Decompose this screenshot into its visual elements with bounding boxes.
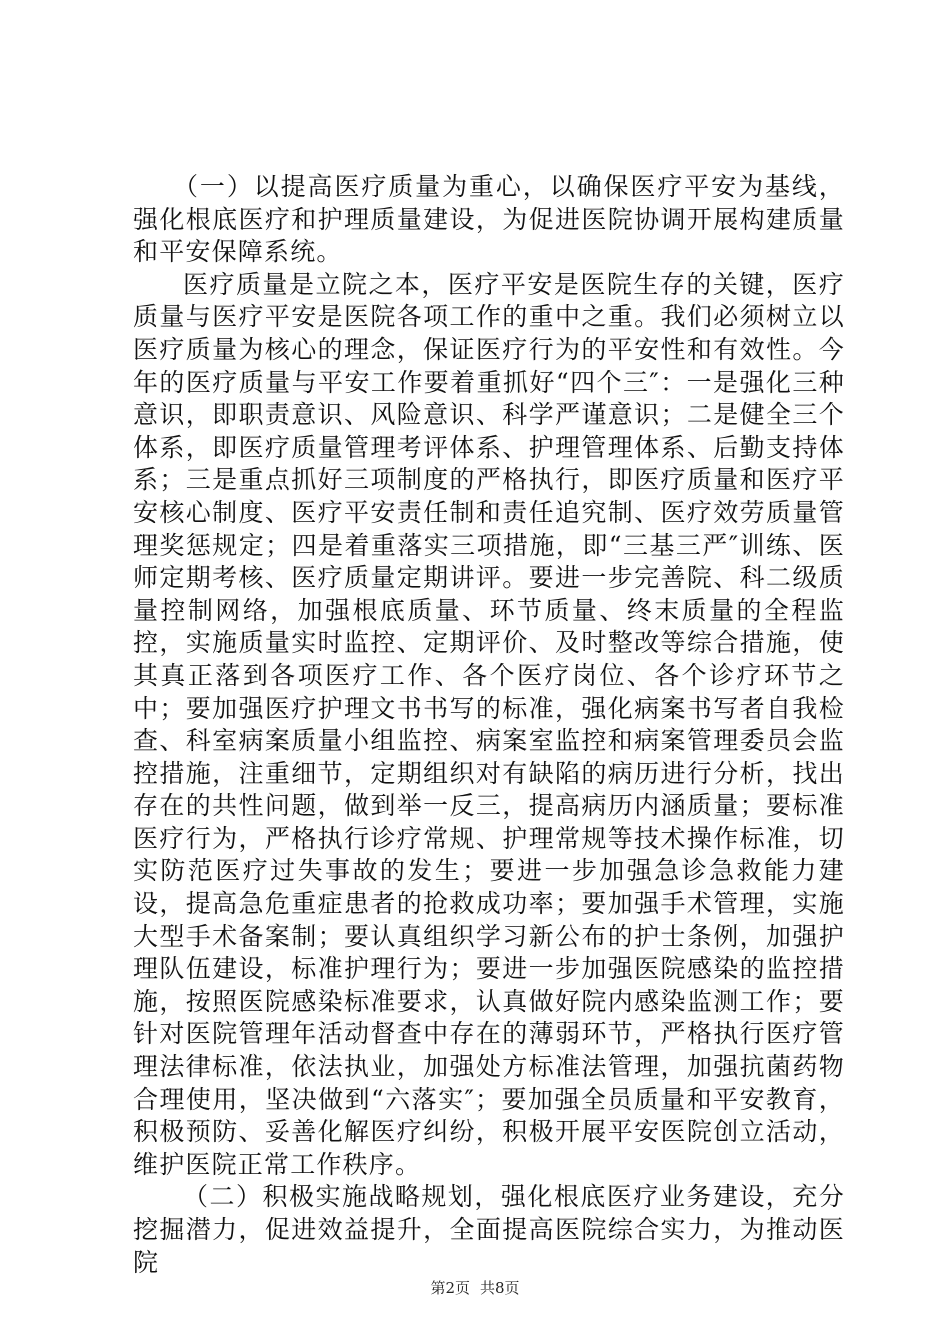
page-number-current: 第2页 (430, 1279, 470, 1297)
document-body (133, 171, 845, 1279)
section-one-heading-paragraph: （一）以提高医疗质量为重心，以确保医疗平安为基线，强化根底医疗和护理质量建设，为促进医院协调开展构建质量和平安保障系统。 (133, 172, 845, 267)
page-number-total: 共8页 (480, 1279, 520, 1297)
page-footer (0, 1278, 950, 1298)
medical-quality-paragraph: 医疗质量是立院之本，医疗平安是医院生存的关键，医疗质量与医疗平安是医院各项工作的重中之重。我们必须树立以医疗质量为核心的理念，保证医疗行为的平安性和有效性。今年的医疗质量与平安工作要着重抓好“四个三″：一是强化三种意识，即职责意识、风险意识、科学严谨意识；二是健全三个体系，即医疗质量管理考评体系、护理管理体系、后勤支持体系；三是重点抓好三项制度的严格执行，即医疗质量和医疗平安核心制度、医疗平安责任制和责任追究制、医疗效劳质量管理奖惩规定；四是着重落实三项措施，即“三基三严″训练、医师定期考核、医疗质量定期讲评。要进一步完善院、科二级质量控制网络，加强根底质量、环节质量、终末质量的全程监控，实施质量实时监控、定期评价、及时整改等综合措施，使其真正落到各项医疗工作、各个医疗岗位、各个诊疗环节之中；要加强医疗护理文书书写的标准，强化病案书写者自我检查、科室病案质量小组监控、病案室监控和病案管理委员会监控措施，注重细节，定期组织对有缺陷的病历进行分析，找出存在的共性问题，做到举一反三，提高病历内涵质量；要标准医疗行为，严格执行诊疗常规、护理常规等技术操作标准，切实防范医疗过失事故的发生；要进一步加强急诊急救能力建设，提高急危重症患者的抢救成功率；要加强手术管理，实施大型手术备案制；要认真组织学习新公布的护士条例，加强护理队伍建设，标准护理行为；要进一步加强医院感染的监控措施，按照医院感染标准要求，认真做好院内感染监测工作；要针对医院管理年活动督查中存在的薄弱环节，严格执行医疗管理法律标准，依法执业，加强处方标准法管理，加强抗菌药物合理使用，坚决做到“六落实″；要加强全员质量和平安教育，积极预防、妥善化解医疗纠纷，积极开展平安医院创立活动，维护医院正常工作秩序。 (133, 269, 845, 1179)
section-two-heading-paragraph: （二）积极实施战略规划，强化根底医疗业务建设，充分挖掘潜力，促进效益提升，全面提高医院综合实力，为推动医院 (133, 1182, 845, 1277)
